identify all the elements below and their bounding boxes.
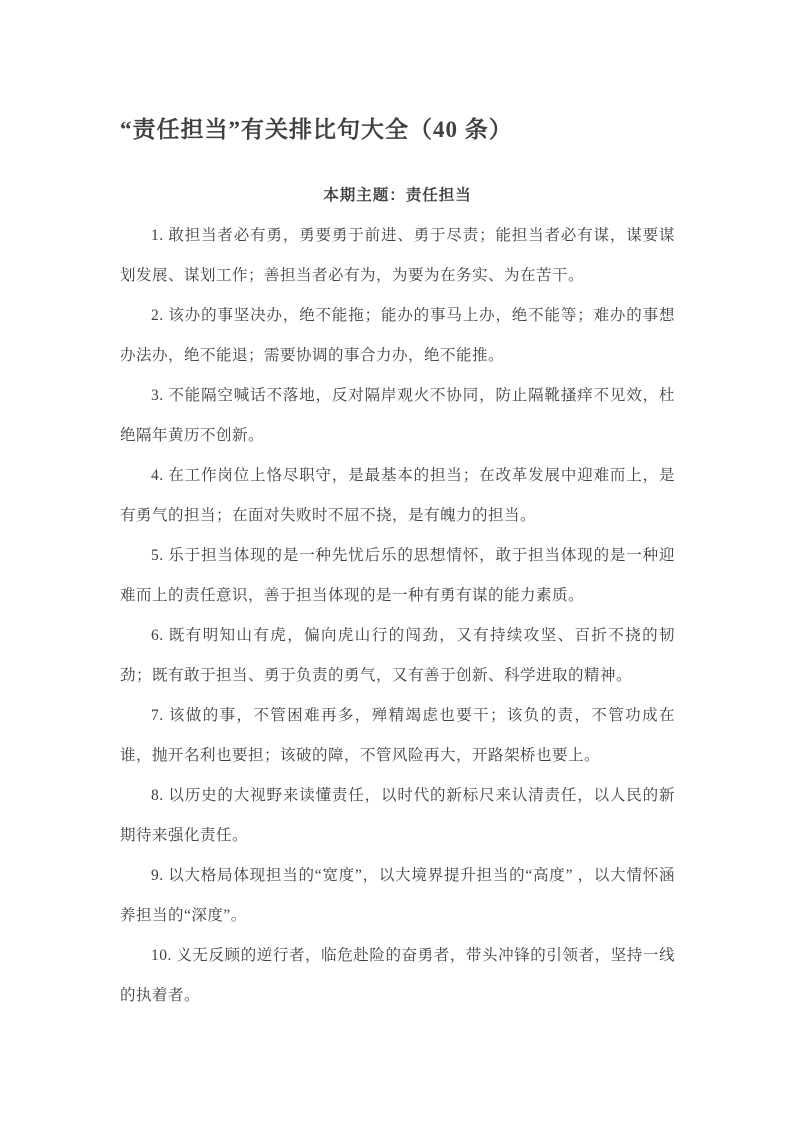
paragraph-list xyxy=(120,216,675,1016)
paragraph: 2. 该办的事坚决办，绝不能拖；能办的事马上办，绝不能等；难办的事想办法办，绝不能退；需要协调的事合力办，绝不能推。 xyxy=(120,307,675,364)
paragraph: 3. 不能隔空喊话不落地，反对隔岸观火不协同，防止隔靴搔痒不见效，杜绝隔年黄历不创新。 xyxy=(120,387,675,444)
paragraph: 6. 既有明知山有虎，偏向虎山行的闯劲，又有持续攻坚、百折不挠的韧劲；既有敢于担当、勇于负责的勇气，又有善于创新、科学进取的精神。 xyxy=(120,627,675,684)
document-title: “责任担当”有关排比句大全（40 条） xyxy=(120,117,513,142)
paragraph: 8. 以历史的大视野来读懂责任，以时代的新标尺来认清责任，以人民的新期待来强化责任。 xyxy=(120,787,675,844)
paragraph: 4. 在工作岗位上恪尽职守，是最基本的担当；在改革发展中迎难而上，是有勇气的担当；在面对失败时不屈不挠，是有魄力的担当。 xyxy=(120,467,675,524)
paragraph: 5. 乐于担当体现的是一种先忧后乐的思想情怀，敢于担当体现的是一种迎难而上的责任意识，善于担当体现的是一种有勇有谋的能力素质。 xyxy=(120,547,675,604)
paragraph: 1. 敢担当者必有勇，勇要勇于前进、勇于尽责；能担当者必有谋，谋要谋划发展、谋划工作；善担当者必有为，为要为在务实、为在苦干。 xyxy=(120,227,675,284)
paragraph: 7. 该做的事，不管困难再多，殚精竭虑也要干；该负的责，不管功成在谁，抛开名利也要担；该破的障，不管风险再大，开路架桥也要上。 xyxy=(120,707,675,764)
document-subtitle: 本期主题：责任担当 xyxy=(323,187,472,204)
paragraph: 10. 义无反顾的逆行者，临危赴险的奋勇者，带头冲锋的引领者，坚持一线的执着者。 xyxy=(120,947,675,1004)
paragraph: 9. 以大格局体现担当的“宽度”，以大境界提升担当的“高度” ，以大情怀涵养担当的“深度”。 xyxy=(120,867,675,924)
